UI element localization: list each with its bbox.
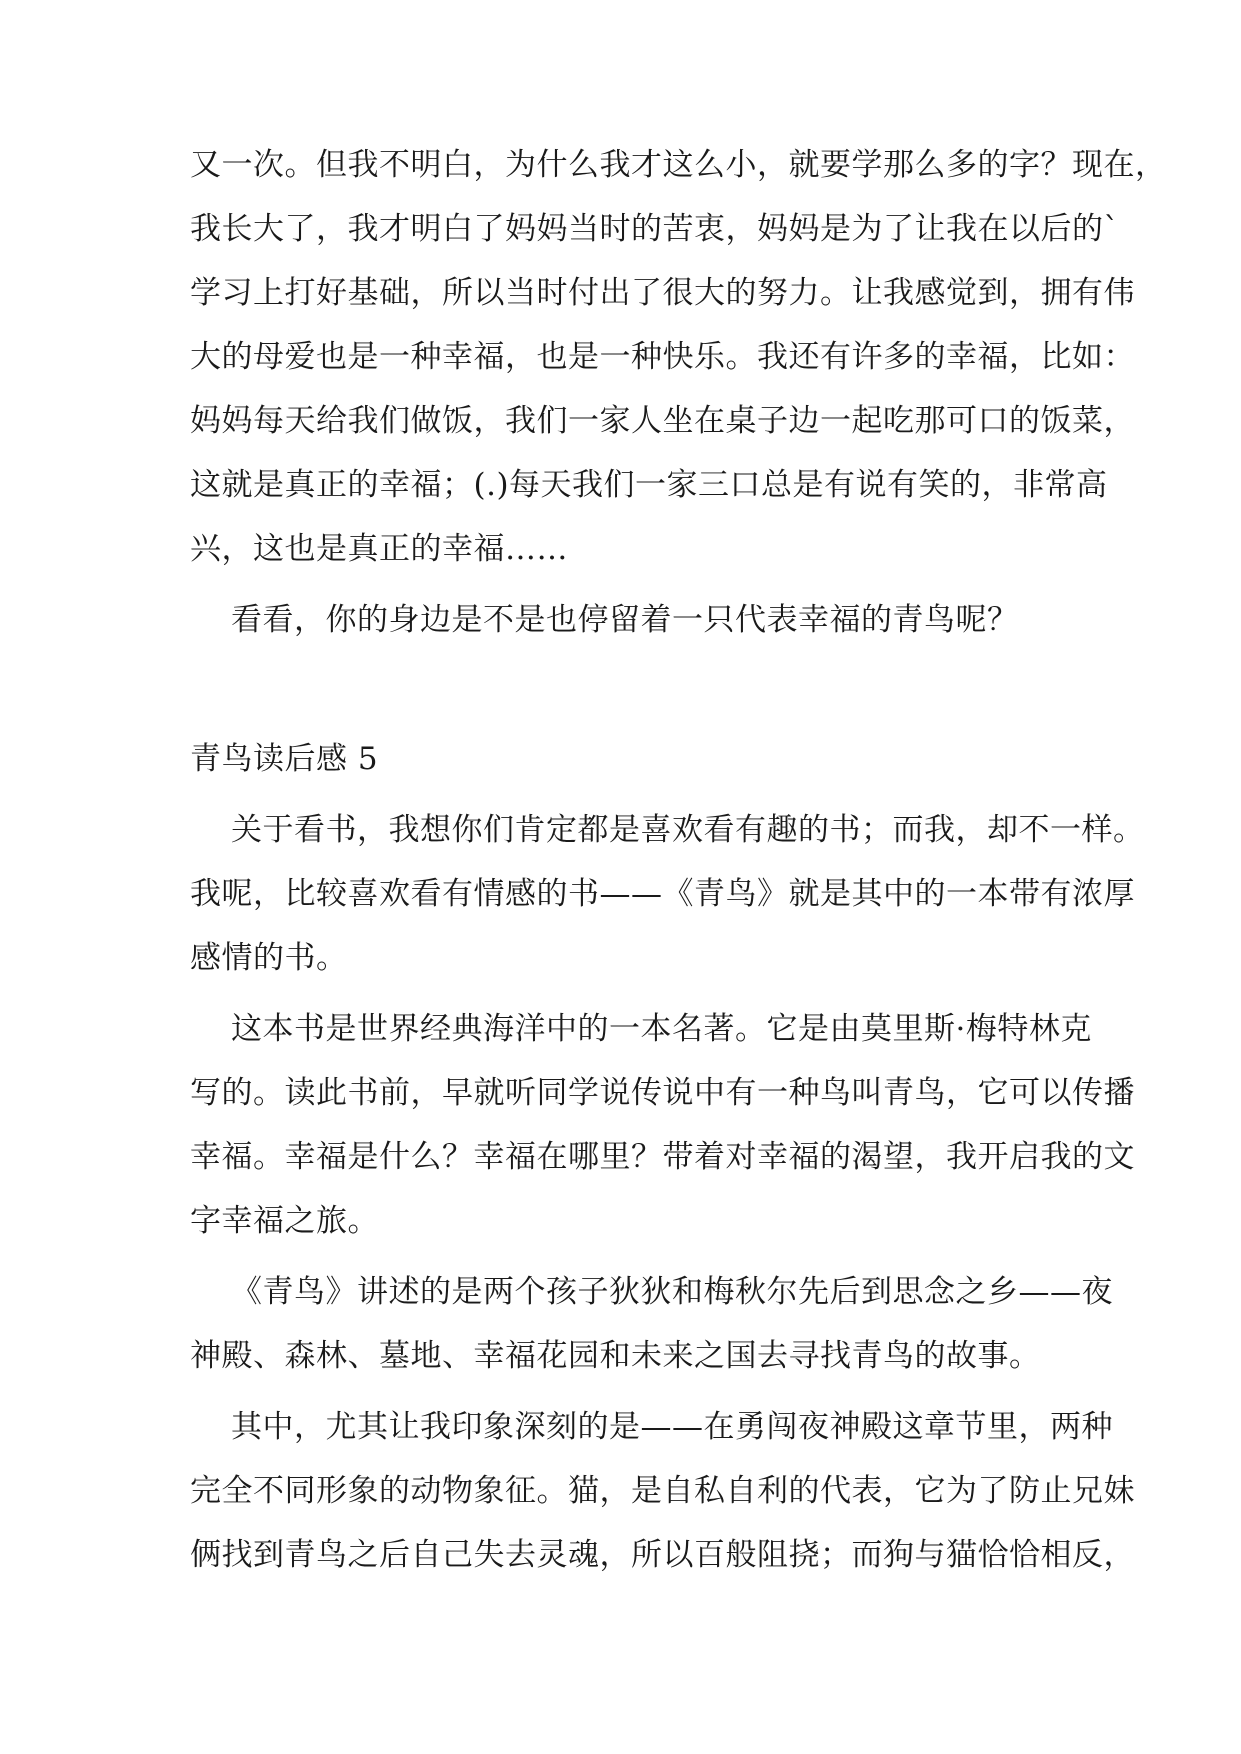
text-line: 幸福。幸福是什么？幸福在哪里？带着对幸福的渴望，我开启我的文 (190, 1139, 1135, 1175)
text-line: 《青鸟》讲述的是两个孩子狄狄和梅秋尔先后到思念之乡——夜 (231, 1274, 1113, 1310)
text-line: 俩找到青鸟之后自己失去灵魂，所以百般阻挠；而狗与猫恰恰相反， (190, 1537, 1135, 1573)
text-line: 妈妈每天给我们做饭，我们一家人坐在桌子边一起吃那可口的饭菜， (190, 403, 1135, 439)
section-heading: 青鸟读后感 5 (190, 741, 379, 777)
text-line: 完全不同形象的动物象征。猫，是自私自利的代表，它为了防止兄妹 (190, 1473, 1135, 1509)
text-line: 写的。读此书前，早就听同学说传说中有一种鸟叫青鸟，它可以传播 (190, 1075, 1135, 1111)
text-line: 字幸福之旅。 (190, 1203, 379, 1239)
text-line: 看看，你的身边是不是也停留着一只代表幸福的青鸟呢？ (231, 602, 1019, 638)
text-line: 神殿、森林、墓地、幸福花园和未来之国去寻找青鸟的故事。 (190, 1338, 1041, 1374)
text-line: 这就是真正的幸福；(.)每天我们一家三口总是有说有笑的，非常高 (190, 467, 1108, 503)
text-line: 又一次。但我不明白，为什么我才这么小，就要学那么多的字？现在， (190, 147, 1167, 183)
text-line: 兴，这也是真正的幸福…… (190, 531, 568, 567)
text-line: 学习上打好基础，所以当时付出了很大的努力。让我感觉到，拥有伟 (190, 275, 1135, 311)
text-line: 感情的书。 (190, 940, 348, 976)
text-line: 我呢，比较喜欢看有情感的书——《青鸟》就是其中的一本带有浓厚 (190, 876, 1135, 912)
text-line: 其中，尤其让我印象深刻的是——在勇闯夜神殿这章节里，两种 (231, 1409, 1113, 1445)
text-line: 我长大了，我才明白了妈妈当时的苦衷，妈妈是为了让我在以后的` (190, 211, 1120, 247)
text-line: 大的母爱也是一种幸福，也是一种快乐。我还有许多的幸福，比如： (190, 339, 1135, 375)
text-line: 关于看书，我想你们肯定都是喜欢看有趣的书；而我，却不一样。 (231, 812, 1145, 848)
text-line: 这本书是世界经典海洋中的一本名著。它是由莫里斯·梅特林克 (231, 1011, 1092, 1047)
